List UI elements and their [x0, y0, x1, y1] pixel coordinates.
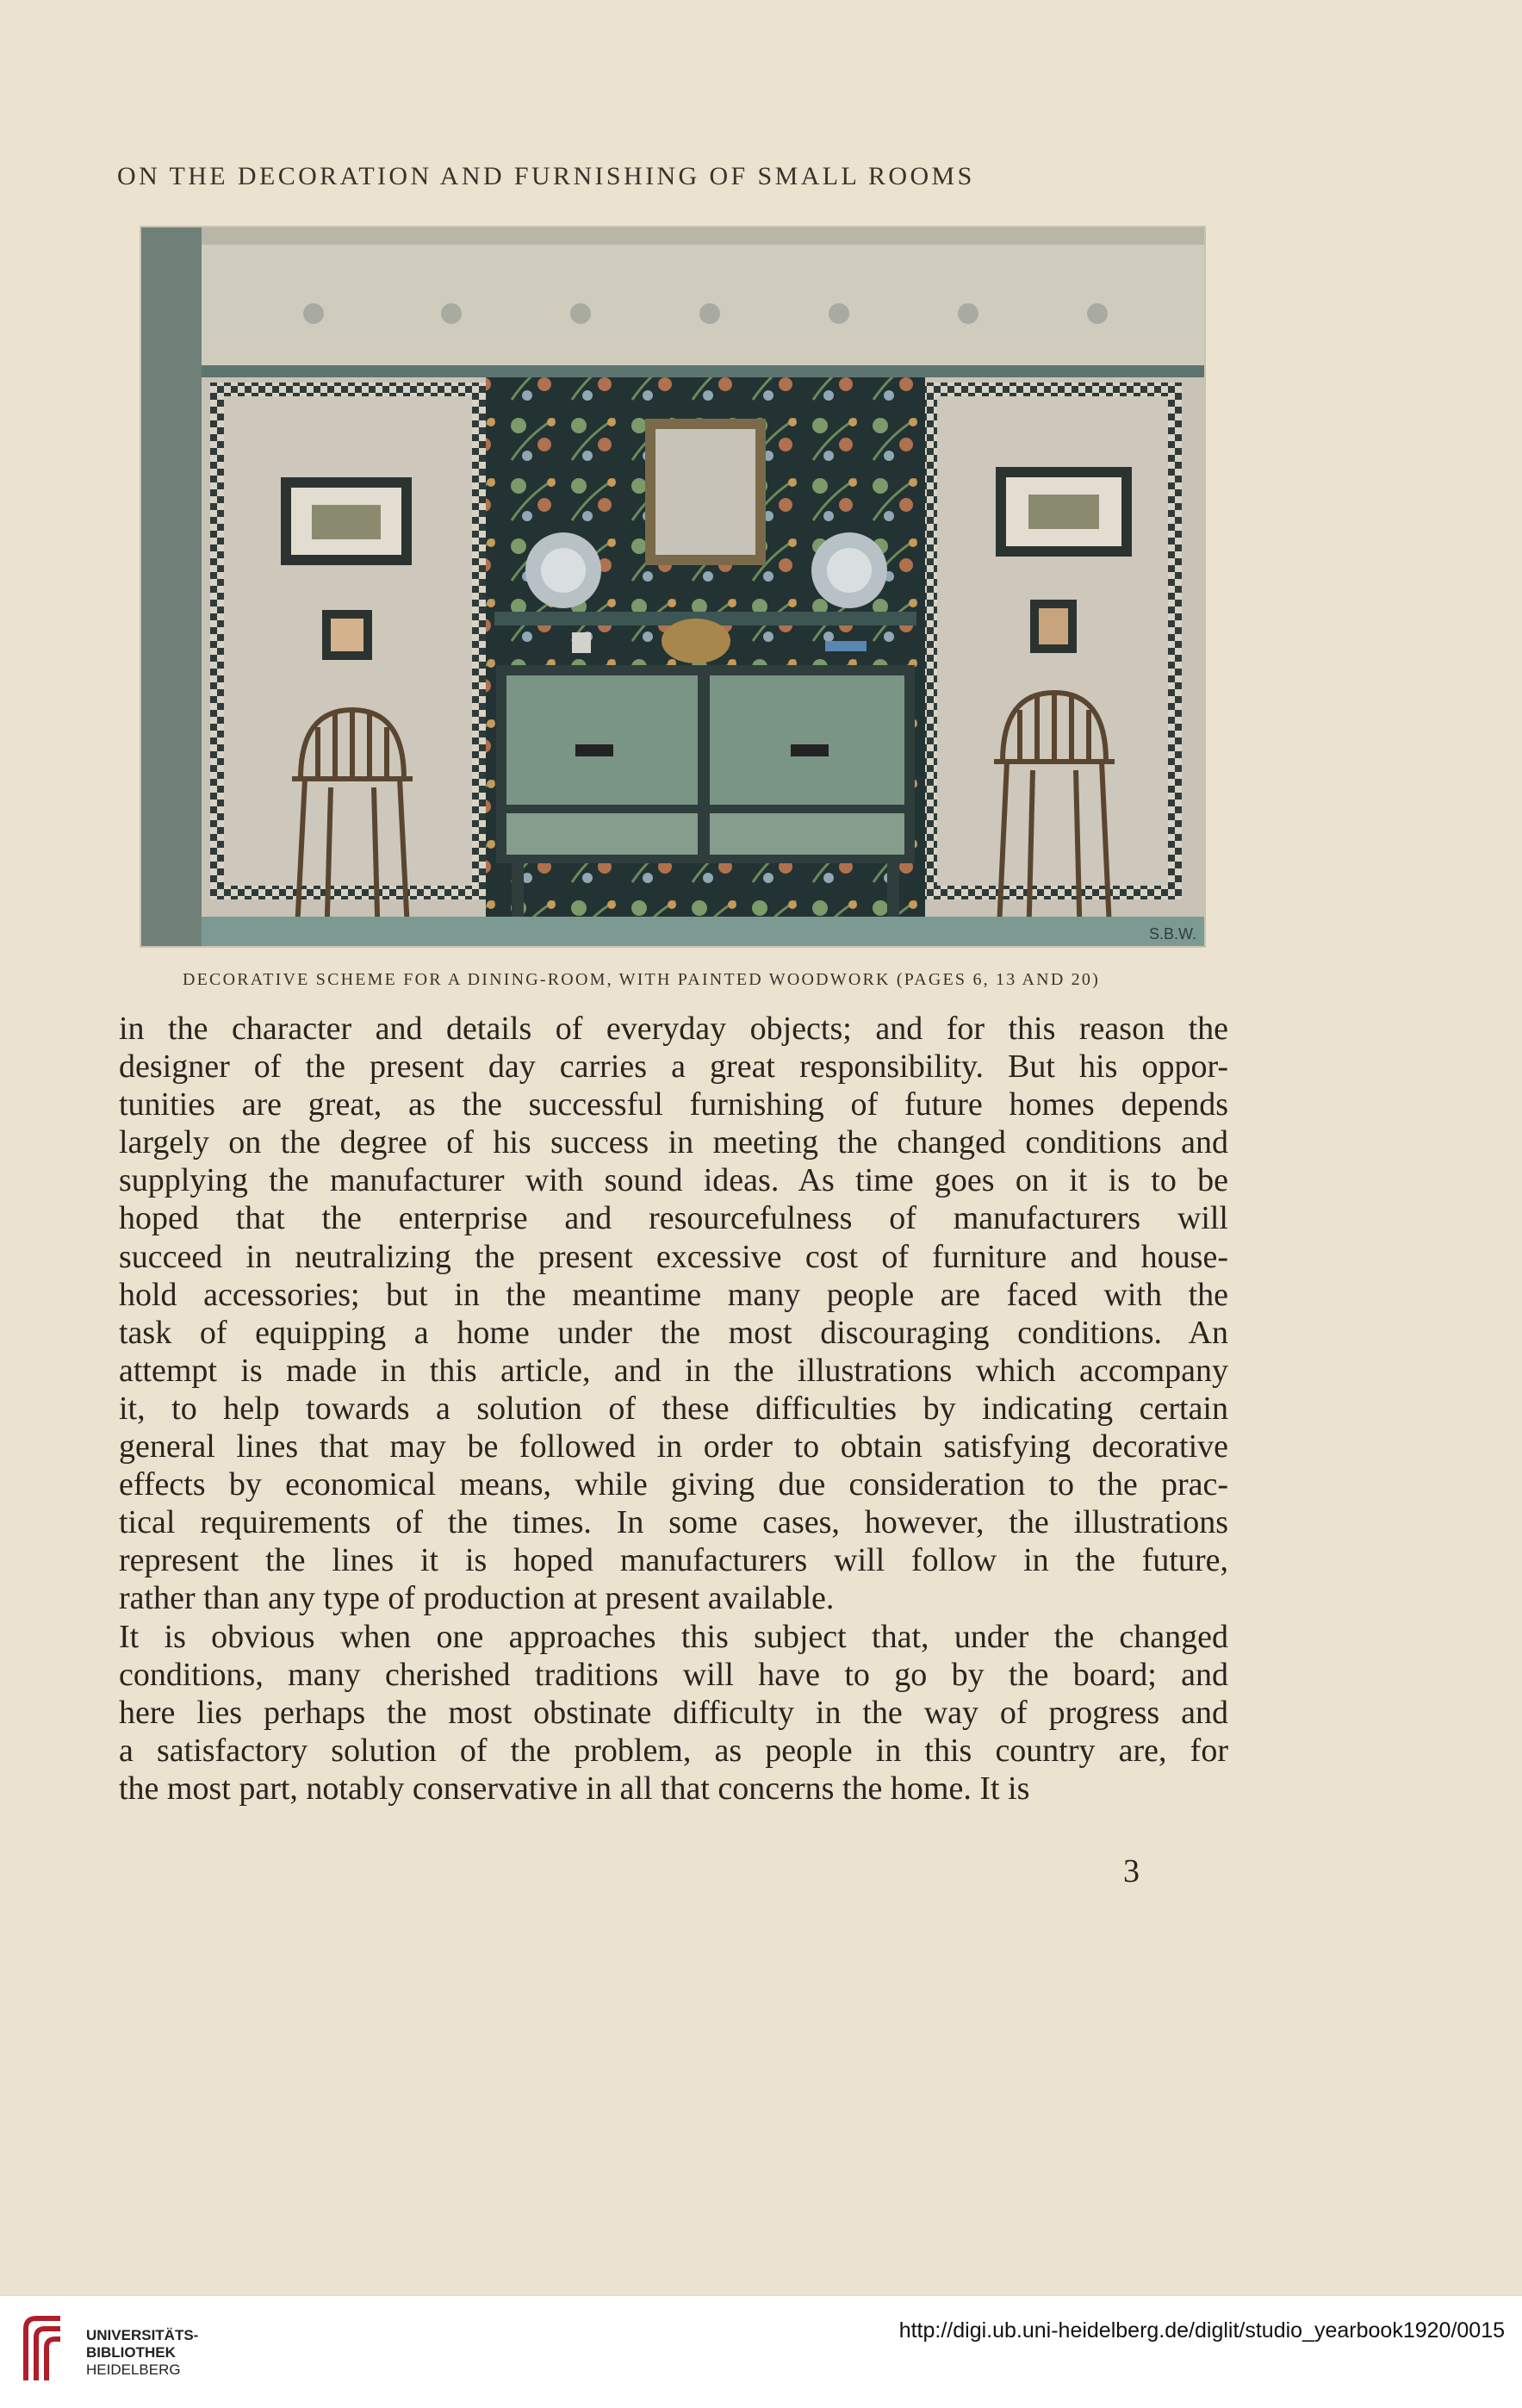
- page-number: 3: [1123, 1853, 1140, 1889]
- text-line: hold accessories; but in the meantime many people are faced with the: [119, 1276, 1228, 1313]
- library-name-line3: HEIDELBERG: [86, 2361, 181, 2378]
- text-line: effects by economical means, while giving due consideration to the prac-: [119, 1466, 1228, 1503]
- text-line: here lies perhaps the most obstinate difficulty in the way of progress and: [119, 1694, 1228, 1731]
- text-line: general lines that may be followed in order to obtain satisfying decorative: [119, 1428, 1228, 1465]
- text-line: a satisfactory solution of the problem, as people in this country are, for: [119, 1732, 1228, 1769]
- text-line: task of equipping a home under the most discouraging conditions. An: [119, 1314, 1228, 1351]
- library-name: [86, 2327, 198, 2379]
- text-line: attempt is made in this article, and in the illustrations which accompany: [119, 1352, 1228, 1389]
- text-line: in the character and details of everyday objects; and for this reason the: [119, 1011, 1228, 1047]
- text-line: tunities are great, as the successful furnishing of future homes depends: [119, 1086, 1228, 1123]
- text-line: hoped that the enterprise and resourcefulness of manufacturers will: [119, 1200, 1228, 1237]
- text-line: rather than any type of production at present available.: [119, 1580, 835, 1617]
- text-line: represent the lines it is hoped manufacturers will follow in the future,: [119, 1542, 1228, 1579]
- text-line: designer of the present day carries a great responsibility. But his oppor-: [119, 1048, 1228, 1086]
- text-line: it, to help towards a solution of these difficulties by indicating certain: [119, 1390, 1228, 1427]
- text-line: It is obvious when one approaches this subject that, under the changed: [119, 1618, 1228, 1655]
- running-head: ON THE DECORATION AND FURNISHING OF SMALL ROOMS: [117, 162, 975, 190]
- permalink[interactable]: http://digi.ub.uni-heidelberg.de/diglit/studio_yearbook1920/0015: [898, 2318, 1505, 2343]
- body-text: [119, 1010, 1228, 1808]
- library-name-line1: UNIVERSITÄTS-: [86, 2327, 199, 2343]
- digitization-footer: [0, 2295, 1522, 2408]
- library-logo-icon: [17, 2312, 69, 2389]
- text-line: the most part, notably conservative in all that concerns the home. It is: [119, 1770, 1030, 1807]
- text-line: succeed in neutralizing the present excessive cost of furniture and house-: [119, 1238, 1228, 1275]
- figure-caption: DECORATIVE SCHEME FOR A DINING-ROOM, WITH PAINTED WOODWORK (PAGES 6, 13 AND 20): [183, 970, 1100, 989]
- artist-signature: S.B.W.: [1149, 925, 1197, 943]
- text-line: tical requirements of the times. In some cases, however, the illustrations: [119, 1504, 1228, 1541]
- dining-room-illustration: [140, 226, 1206, 948]
- text-line: largely on the degree of his success in meeting the changed conditions and: [119, 1124, 1228, 1161]
- library-name-line2: BIBLIOTHEK: [86, 2344, 176, 2361]
- text-line: conditions, many cherished traditions will have to go by the board; and: [119, 1656, 1228, 1693]
- text-line: supplying the manufacturer with sound ideas. As time goes on it is to be: [119, 1162, 1228, 1199]
